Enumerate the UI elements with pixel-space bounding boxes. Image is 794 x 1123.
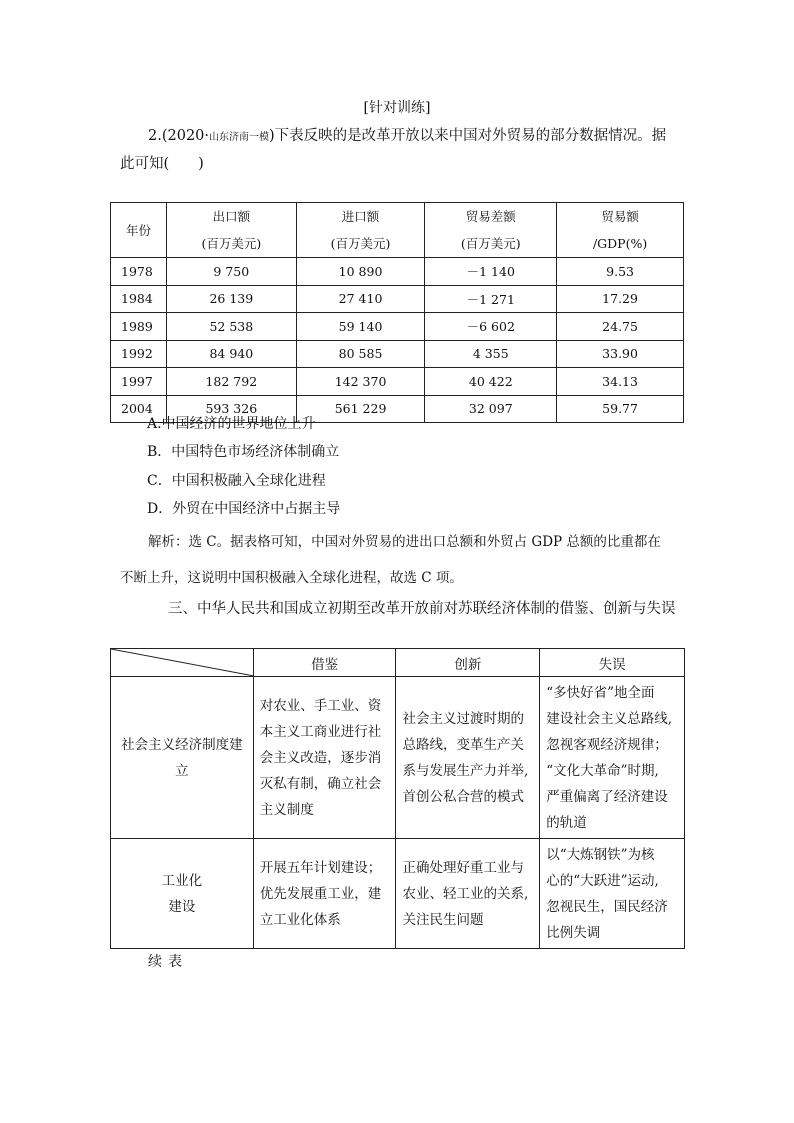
- value-cell: 10 890: [296, 258, 425, 286]
- cell-line: 以“大炼钢铁”为核: [546, 846, 655, 863]
- cell-line: 农业、轻工业的关系,: [402, 885, 529, 902]
- trade-header-line: (百万美元): [201, 236, 262, 251]
- table-row: [111, 839, 685, 949]
- trade-header-line: 出口额: [212, 209, 251, 224]
- analysis-line-2: 不断上升，这说明中国积极融入全球化进程，故选 C 项。: [120, 570, 463, 586]
- value-cell: 9 750: [166, 258, 296, 286]
- trade-header-line: 进口额: [341, 209, 380, 224]
- trade-header-line: /GDP(%): [592, 236, 648, 251]
- trade-header-cell: [296, 203, 425, 258]
- cell-line: 优先发展重工业，建: [259, 885, 382, 902]
- cell-line: 本主义工商业进行社: [259, 723, 382, 740]
- value-cell: 59.77: [557, 395, 684, 423]
- innovate-cell: [396, 677, 540, 839]
- cell-line: 建设: [168, 898, 196, 915]
- value-cell: 593 326: [166, 395, 296, 423]
- cell-line: 立工业化体系: [259, 911, 341, 928]
- cell-line: 严重偏离了经济建设: [546, 788, 668, 805]
- cell-line: 会主义改造，逐步消: [259, 749, 382, 766]
- year-cell: 1984: [111, 285, 167, 313]
- question-source-name: 山东济南一模: [209, 132, 270, 143]
- trade-header-cell: [111, 203, 167, 258]
- trade-header-line: (百万美元): [330, 236, 391, 251]
- continued-label: 续表: [148, 954, 188, 970]
- cell-line: 开展五年计划建设；: [259, 859, 382, 876]
- value-cell: 33.90: [557, 340, 684, 368]
- value-cell: 26 139: [166, 285, 296, 313]
- value-cell: 182 792: [166, 368, 296, 396]
- cell-line: 灭私有制，确立社会: [259, 775, 382, 792]
- value-cell: －1 140: [425, 258, 557, 286]
- section3-title: 三、中华人民共和国成立初期至改革开放前对苏联经济体制的借鉴、创新与失误: [168, 601, 676, 617]
- cell-line: 工业化: [161, 872, 203, 889]
- question-number: 2.: [148, 128, 162, 144]
- diagonal-header-cell: [111, 649, 254, 677]
- cell-line: 的轨道: [546, 814, 587, 831]
- table-row: [111, 258, 684, 286]
- soviet-table-body: [111, 677, 685, 949]
- cell-line: 关注民生问题: [402, 911, 484, 928]
- cell-line: 系与发展生产力并举,: [402, 762, 529, 779]
- value-cell: 4 355: [425, 340, 557, 368]
- year-cell: 1997: [111, 368, 167, 396]
- cell-line: 社会主义过渡时期的: [402, 710, 524, 727]
- trade-table-body: [111, 258, 684, 423]
- borrow-cell: [253, 677, 396, 839]
- soviet-table: [110, 648, 685, 949]
- table-row: [111, 313, 684, 341]
- section-tag: [针对训练]: [363, 100, 431, 116]
- cell-line: 正确处理好重工业与: [402, 859, 524, 876]
- value-cell: 9.53: [557, 258, 684, 286]
- question-source-year: (2020: [161, 128, 205, 144]
- question-line-1: [148, 124, 666, 145]
- value-cell: 17.29: [557, 285, 684, 313]
- option-c[interactable]: C．中国积极融入全球化进程: [147, 473, 326, 489]
- year-cell: 1992: [111, 340, 167, 368]
- value-cell: 32 097: [425, 395, 557, 423]
- trade-table-header: [111, 203, 684, 258]
- trade-header-cell: [557, 203, 684, 258]
- innovate-cell: [396, 839, 540, 949]
- diagonal-line: [111, 649, 254, 676]
- year-cell: 1978: [111, 258, 167, 286]
- value-cell: 52 538: [166, 313, 296, 341]
- cell-line: 主义制度: [259, 801, 314, 818]
- header-innovate: 创新: [396, 649, 540, 677]
- analysis-line-1: 解析：选 C。据表格可知，中国对外贸易的进出口总额和外贸占 GDP 总额的比重都在: [148, 534, 661, 550]
- value-cell: 142 370: [296, 368, 425, 396]
- table-row: [111, 285, 684, 313]
- table-row: [111, 340, 684, 368]
- cell-line: 建设社会主义总路线,: [546, 710, 672, 727]
- mistake-cell: [540, 677, 685, 839]
- cell-line: 首创公私合营的模式: [402, 788, 524, 805]
- cell-line: 社会主义经济制度建: [121, 736, 243, 753]
- row-label: [111, 677, 254, 839]
- mistake-cell: [540, 839, 685, 949]
- trade-header-cell: [166, 203, 296, 258]
- trade-header-line: 贸易额: [601, 209, 639, 224]
- row-label: [111, 839, 254, 949]
- table-row: [111, 368, 684, 396]
- trade-table: [110, 202, 684, 423]
- cell-line: 对农业、手工业、资: [259, 697, 382, 714]
- soviet-table-header: [111, 649, 685, 677]
- value-cell: 40 422: [425, 368, 557, 396]
- cell-line: 立: [175, 762, 189, 779]
- option-d[interactable]: D．外贸在中国经济中占据主导: [147, 501, 341, 517]
- cell-line: 心的“大跃进”运动,: [546, 872, 659, 889]
- value-cell: －6 602: [425, 313, 557, 341]
- cell-line: 忽视民生，国民经济: [546, 898, 668, 915]
- value-cell: 24.75: [557, 313, 684, 341]
- header-mistake: 失误: [540, 649, 685, 677]
- borrow-cell: [253, 839, 396, 949]
- value-cell: 34.13: [557, 368, 684, 396]
- value-cell: 561 229: [296, 395, 425, 423]
- value-cell: 27 410: [296, 285, 425, 313]
- question-text-1: )下表反映的是改革开放以来中国对外贸易的部分数据情况。据: [269, 128, 667, 144]
- value-cell: 84 940: [166, 340, 296, 368]
- value-cell: 59 140: [296, 313, 425, 341]
- header-borrow: 借鉴: [253, 649, 396, 677]
- trade-header-cell: [425, 203, 557, 258]
- cell-line: 总路线，变革生产关: [402, 736, 524, 753]
- table-row: [111, 677, 685, 839]
- option-a[interactable]: A.中国经济的世界地位上升: [147, 416, 316, 432]
- cell-line: “文化大革命”时期,: [546, 762, 659, 779]
- year-cell: 1989: [111, 313, 167, 341]
- value-cell: 80 585: [296, 340, 425, 368]
- cell-line: “多快好省”地全面: [546, 684, 655, 701]
- cell-line: 忽视客观经济规律；: [546, 736, 668, 753]
- trade-header-line: 贸易差额: [465, 209, 516, 224]
- question-source-sep: ·: [204, 128, 210, 144]
- question-line-2: 此可知( ): [120, 156, 204, 172]
- trade-header-line: (百万美元): [460, 236, 521, 251]
- value-cell: －1 271: [425, 285, 557, 313]
- cell-line: 比例失调: [546, 924, 601, 941]
- trade-header-line: 年份: [125, 222, 151, 238]
- year-cell: 2004: [111, 395, 167, 423]
- option-b[interactable]: B．中国特色市场经济体制确立: [147, 444, 340, 460]
